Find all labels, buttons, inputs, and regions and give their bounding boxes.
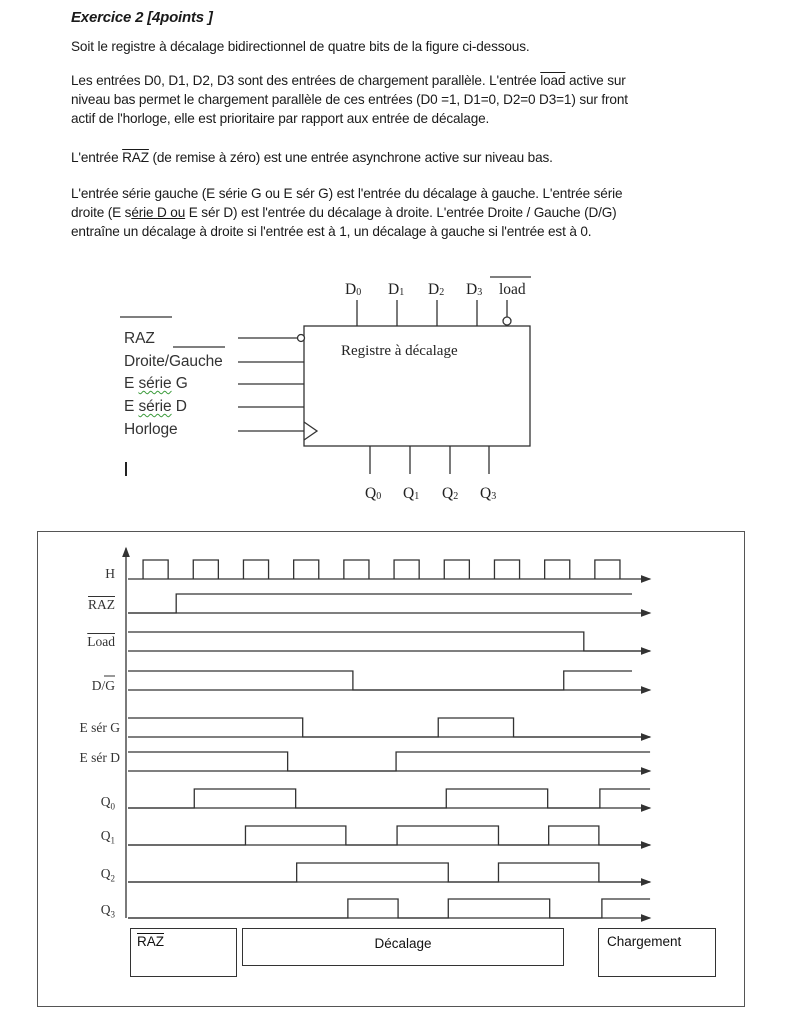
- label-e-ser-d: E sér D: [79, 750, 120, 765]
- line-2: niveau bas permet le chargement parallèle de ces entrées (D0 =1, D1=0, D2=0 D3=1) sur front: [71, 92, 628, 107]
- clock-pulse: [394, 560, 419, 579]
- clock-pulse: [344, 560, 369, 579]
- waveform-q1: [128, 826, 650, 845]
- text: 1: [110, 835, 115, 846]
- text: E sér D) est l'entrée du décalage à droite. L'entrée Droite / Gauche (D/G): [185, 205, 617, 220]
- load-label: load: [499, 281, 526, 298]
- d0-label: D0: [345, 281, 362, 298]
- text: Load: [87, 634, 115, 649]
- text: Les entrées D0, D1, D2, D3 sont des entrées de chargement parallèle. L'entrée: [71, 73, 541, 88]
- phase-raz-label: $\overline{RAZ}$: [137, 934, 164, 949]
- q2-label: Q2: [442, 485, 459, 502]
- text: Q: [100, 794, 111, 809]
- underlined-text: érie D ou: [131, 205, 186, 220]
- q0-label: Q0: [365, 485, 382, 502]
- text: Q: [100, 828, 111, 843]
- waveform-e-s-r-g: [128, 718, 650, 737]
- q3-label: Q3: [480, 485, 497, 502]
- spellcheck-word: série: [138, 398, 172, 415]
- text: active sur: [565, 73, 626, 88]
- waveform-raz: [128, 594, 632, 613]
- clock-pulse: [595, 560, 620, 579]
- text: Q: [100, 866, 111, 881]
- input-label-horloge: Horloge: [124, 421, 178, 438]
- text: D/G: [91, 678, 115, 693]
- clock-pulse: [243, 560, 268, 579]
- waveform-q2: [128, 863, 650, 882]
- label-h: H: [105, 566, 115, 581]
- input-label-raz: RAZ: [124, 330, 155, 347]
- d1-label: D1: [388, 281, 405, 298]
- waveform-q0: [128, 789, 650, 808]
- text: 3: [110, 909, 115, 920]
- text: 0: [110, 801, 115, 812]
- text: droite (E s: [71, 205, 132, 220]
- waveform-d-g: [128, 671, 632, 690]
- text: Q: [100, 902, 111, 917]
- phase-load-label: Chargement: [607, 934, 682, 949]
- text: E: [124, 398, 139, 415]
- clock-pulse: [143, 560, 168, 579]
- d2-label: D2: [428, 281, 445, 298]
- phase-box-decalage: [242, 928, 564, 966]
- input-label-droite-gauche: Droite/Gauche: [124, 353, 223, 370]
- label-e-ser-g: E sér G: [79, 720, 120, 735]
- phase-box-chargement: [598, 928, 716, 977]
- text: (de remise à zéro) est une entrée asynchrone active sur niveau bas.: [148, 150, 553, 165]
- line-1: L'entrée série gauche (E série G ou E sér G) est l'entrée du décalage à gauche. L'entrée série: [71, 186, 623, 201]
- waveform-load: [128, 632, 650, 651]
- text: D: [171, 398, 187, 415]
- clock-pulse: [494, 560, 519, 579]
- waveform-q3: [128, 899, 650, 918]
- text: 2: [110, 873, 115, 884]
- clock-pulse: [545, 560, 570, 579]
- raz-overlined: $\overline{RAZ}$: [122, 150, 149, 165]
- text: G: [171, 375, 188, 392]
- phase-shift-label: Décalage: [374, 936, 432, 951]
- register-title: Registre à décalage: [341, 343, 458, 359]
- clock-pulse: [193, 560, 218, 579]
- clock-pulse: [444, 560, 469, 579]
- exercise-title: Exercice 2 [4points ]: [71, 9, 213, 26]
- text: $\overline{RAZ}$: [88, 597, 115, 612]
- line-3: entraîne un décalage à droite si l'entrée est à 1, un décalage à gauche si l'entrée est à 0.: [71, 224, 592, 239]
- paragraph-intro-text: Soit le registre à décalage bidirectionnel de quatre bits de la figure ci-dessous.: [71, 39, 530, 54]
- line-3: actif de l'horloge, elle est prioritaire par rapport aux entrée de décalage.: [71, 111, 490, 126]
- clock-pulse: [294, 560, 319, 579]
- text: L'entrée: [71, 150, 123, 165]
- spellcheck-word: série: [138, 375, 172, 392]
- waveform-e-s-r-d: [128, 752, 650, 771]
- text: E: [124, 375, 139, 392]
- phase-box-raz: [130, 928, 237, 977]
- load-overlined: load: [540, 73, 566, 88]
- d3-label: D3: [466, 281, 483, 298]
- q1-label: Q1: [403, 485, 420, 502]
